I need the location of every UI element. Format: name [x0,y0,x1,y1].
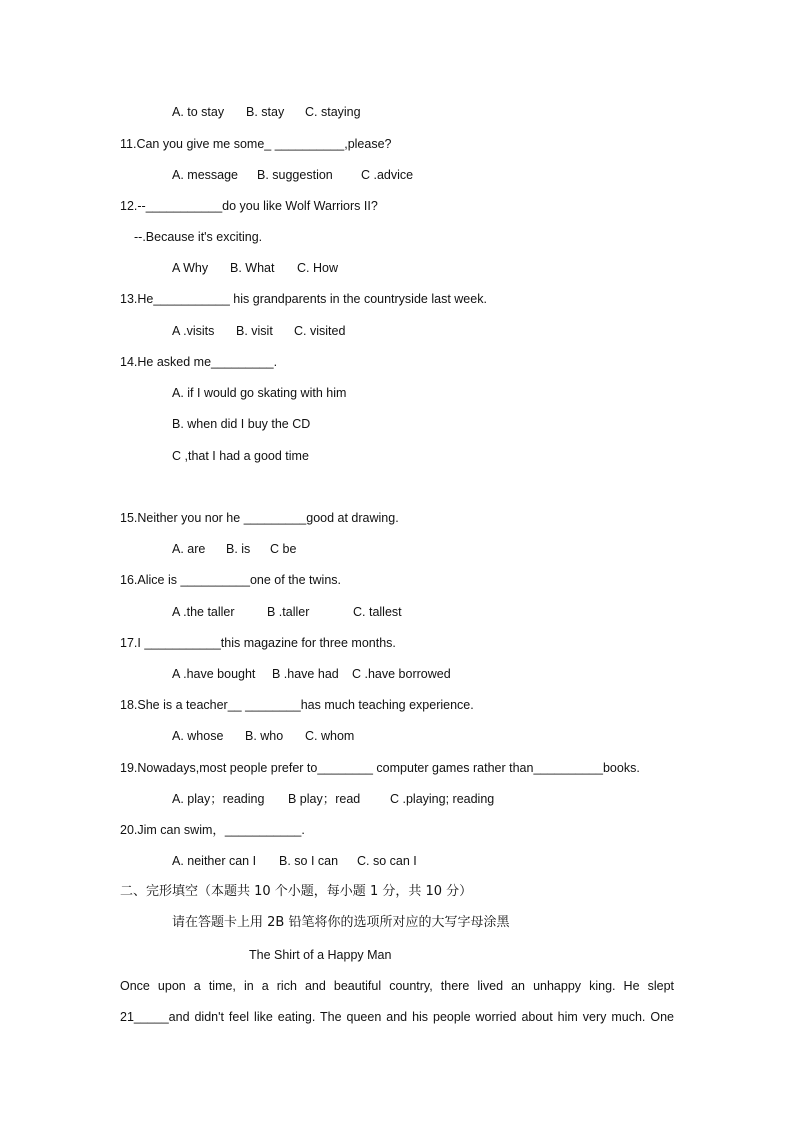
q19-option-b: B play；read [288,792,361,806]
q16-option-b: B .taller [267,605,310,619]
q15-option-c: C be [270,542,297,556]
passage-title: The Shirt of a Happy Man [249,948,392,962]
passage-line-2: 21_____and didn't feel like eating. The queen and his people worried about him very much. One [120,1010,674,1024]
q12-option-b: B. What [230,261,275,275]
q13-stem: 13.He___________ his grandparents in the countryside last week. [120,292,487,306]
q12-option-a: A Why [172,261,209,275]
q16-option-c: C. tallest [353,605,402,619]
q16-option-a: A .the taller [172,605,235,619]
q12-stem: 12.--___________do you like Wolf Warriors II? [120,199,378,213]
q17-stem: 17.I ___________this magazine for three months. [120,636,396,650]
q19-option-c: C .playing; reading [390,792,495,806]
q10-option-b: B. stay [246,105,285,119]
q18-option-a: A. whose [172,729,224,743]
q13-option-b: B. visit [236,324,273,338]
q14-option-b: B. when did I buy the CD [172,417,311,431]
q17-option-a: A .have bought [172,667,256,681]
q18-option-b: B. who [245,729,284,743]
q17-option-c: C .have borrowed [352,667,451,681]
section-heading: 二、完形填空（本题共 10 个小题，每小题 1 分，共 10 分） [120,884,473,899]
q14-option-c: C ,that I had a good time [172,449,309,463]
q20-option-c: C. so can I [357,854,417,868]
q19-stem: 19.Nowadays,most people prefer to________ computer games rather than__________books. [120,761,640,775]
section-instruction: 请在答题卡上用 2B 铅笔将你的选项所对应的大写字母涂黑 [172,915,510,930]
q11-option-a: A. message [172,168,239,182]
q20-option-a: A. neither can I [172,854,257,868]
q19-option-a: A. play；reading [172,792,265,806]
passage-line-1: Once upon a time, in a rich and beautiful country, there lived an unhappy king. He slept [120,979,674,993]
q10-option-c: C. staying [305,105,361,119]
q13-option-c: C. visited [294,324,346,338]
q15-option-b: B. is [226,542,251,556]
q18-option-c: C. whom [305,729,355,743]
q14-stem: 14.He asked me_________. [120,355,278,369]
q12-option-c: C. How [297,261,338,275]
q13-option-a: A .visits [172,324,215,338]
q14-option-a: A. if I would go skating with him [172,386,347,400]
q15-stem: 15.Neither you nor he _________good at drawing. [120,511,399,525]
q17-option-b: B .have had [272,667,339,681]
q11-option-b: B. suggestion [257,168,333,182]
q20-option-b: B. so I can [279,854,339,868]
q11-stem: 11.Can you give me some_ __________,please? [120,137,392,151]
q15-option-a: A. are [172,542,206,556]
q11-option-c: C .advice [361,168,414,182]
q10-option-a: A. to stay [172,105,225,119]
q12-answer-line: --.Because it's exciting. [134,230,263,244]
q20-stem: 20.Jim can swim，___________. [120,823,305,837]
q16-stem: 16.Alice is __________one of the twins. [120,573,341,587]
q18-stem: 18.She is a teacher__ ________has much teaching experience. [120,698,474,712]
